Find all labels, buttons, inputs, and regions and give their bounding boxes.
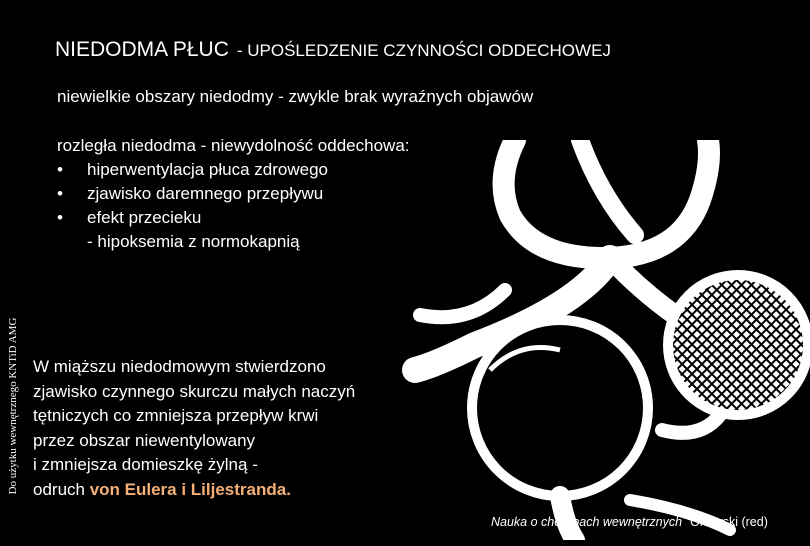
paragraph-line: zjawisko czynnego skurczu małych naczyń (33, 381, 356, 401)
credit-author: Orłowski (red) (690, 515, 768, 529)
collapsed-alveolus (472, 320, 648, 496)
paragraph-line: tętniczych co zmniejsza przepływ krwi (33, 406, 319, 425)
bullet-item (57, 158, 410, 182)
title-main: NIEDODMA PŁUC (55, 38, 229, 61)
bullet-text: zjawisko daremnego przepływu (87, 184, 324, 203)
consequence-line: - hipoksemia z normokapnią (87, 232, 300, 251)
paragraph-line: przez obszar niewentylowany (33, 430, 256, 450)
ventilated-alveolus (668, 275, 808, 415)
bullet-dot-icon: • (57, 184, 63, 203)
reflex-name-highlight: von Eulera i Liljestranda. (89, 479, 291, 499)
paragraph-line (33, 478, 355, 503)
large-atelectasis-block (57, 134, 410, 254)
reflex-prefix: odruch (33, 479, 90, 499)
bullet-dot-icon: • (57, 160, 63, 179)
bullet-item (57, 206, 410, 230)
bullet-text: efekt przecieku (87, 208, 202, 227)
side-note: Do użytku wewnętrznego KNTiD AMG (7, 317, 19, 495)
reflex-paragraph (33, 355, 355, 502)
paragraph-line: W miąższu niedodmowym stwierdzono (33, 357, 326, 376)
paragraph-line: i zmniejsza domieszkę żylną - (33, 455, 258, 474)
title-subtitle: - UPOŚLEDZENIE CZYNNOŚCI ODDECHOWEJ (236, 41, 611, 60)
bullet-dot-icon: • (57, 208, 63, 227)
slide-title (55, 38, 611, 62)
bullet-text: hiperwentylacja płuca zdrowego (87, 160, 328, 179)
large-atelectasis-heading: rozległa niedodma - niewydolność oddechowa: (57, 136, 410, 155)
credit-book: Nauka o chorobach wewnętrznych (491, 515, 683, 529)
source-credit (491, 515, 768, 529)
bullet-item (57, 182, 410, 206)
alveoli-vessel-illustration (400, 140, 810, 540)
small-areas-line: niewielkie obszary niedodmy - zwykle brak wyraźnych objawów (57, 87, 534, 106)
